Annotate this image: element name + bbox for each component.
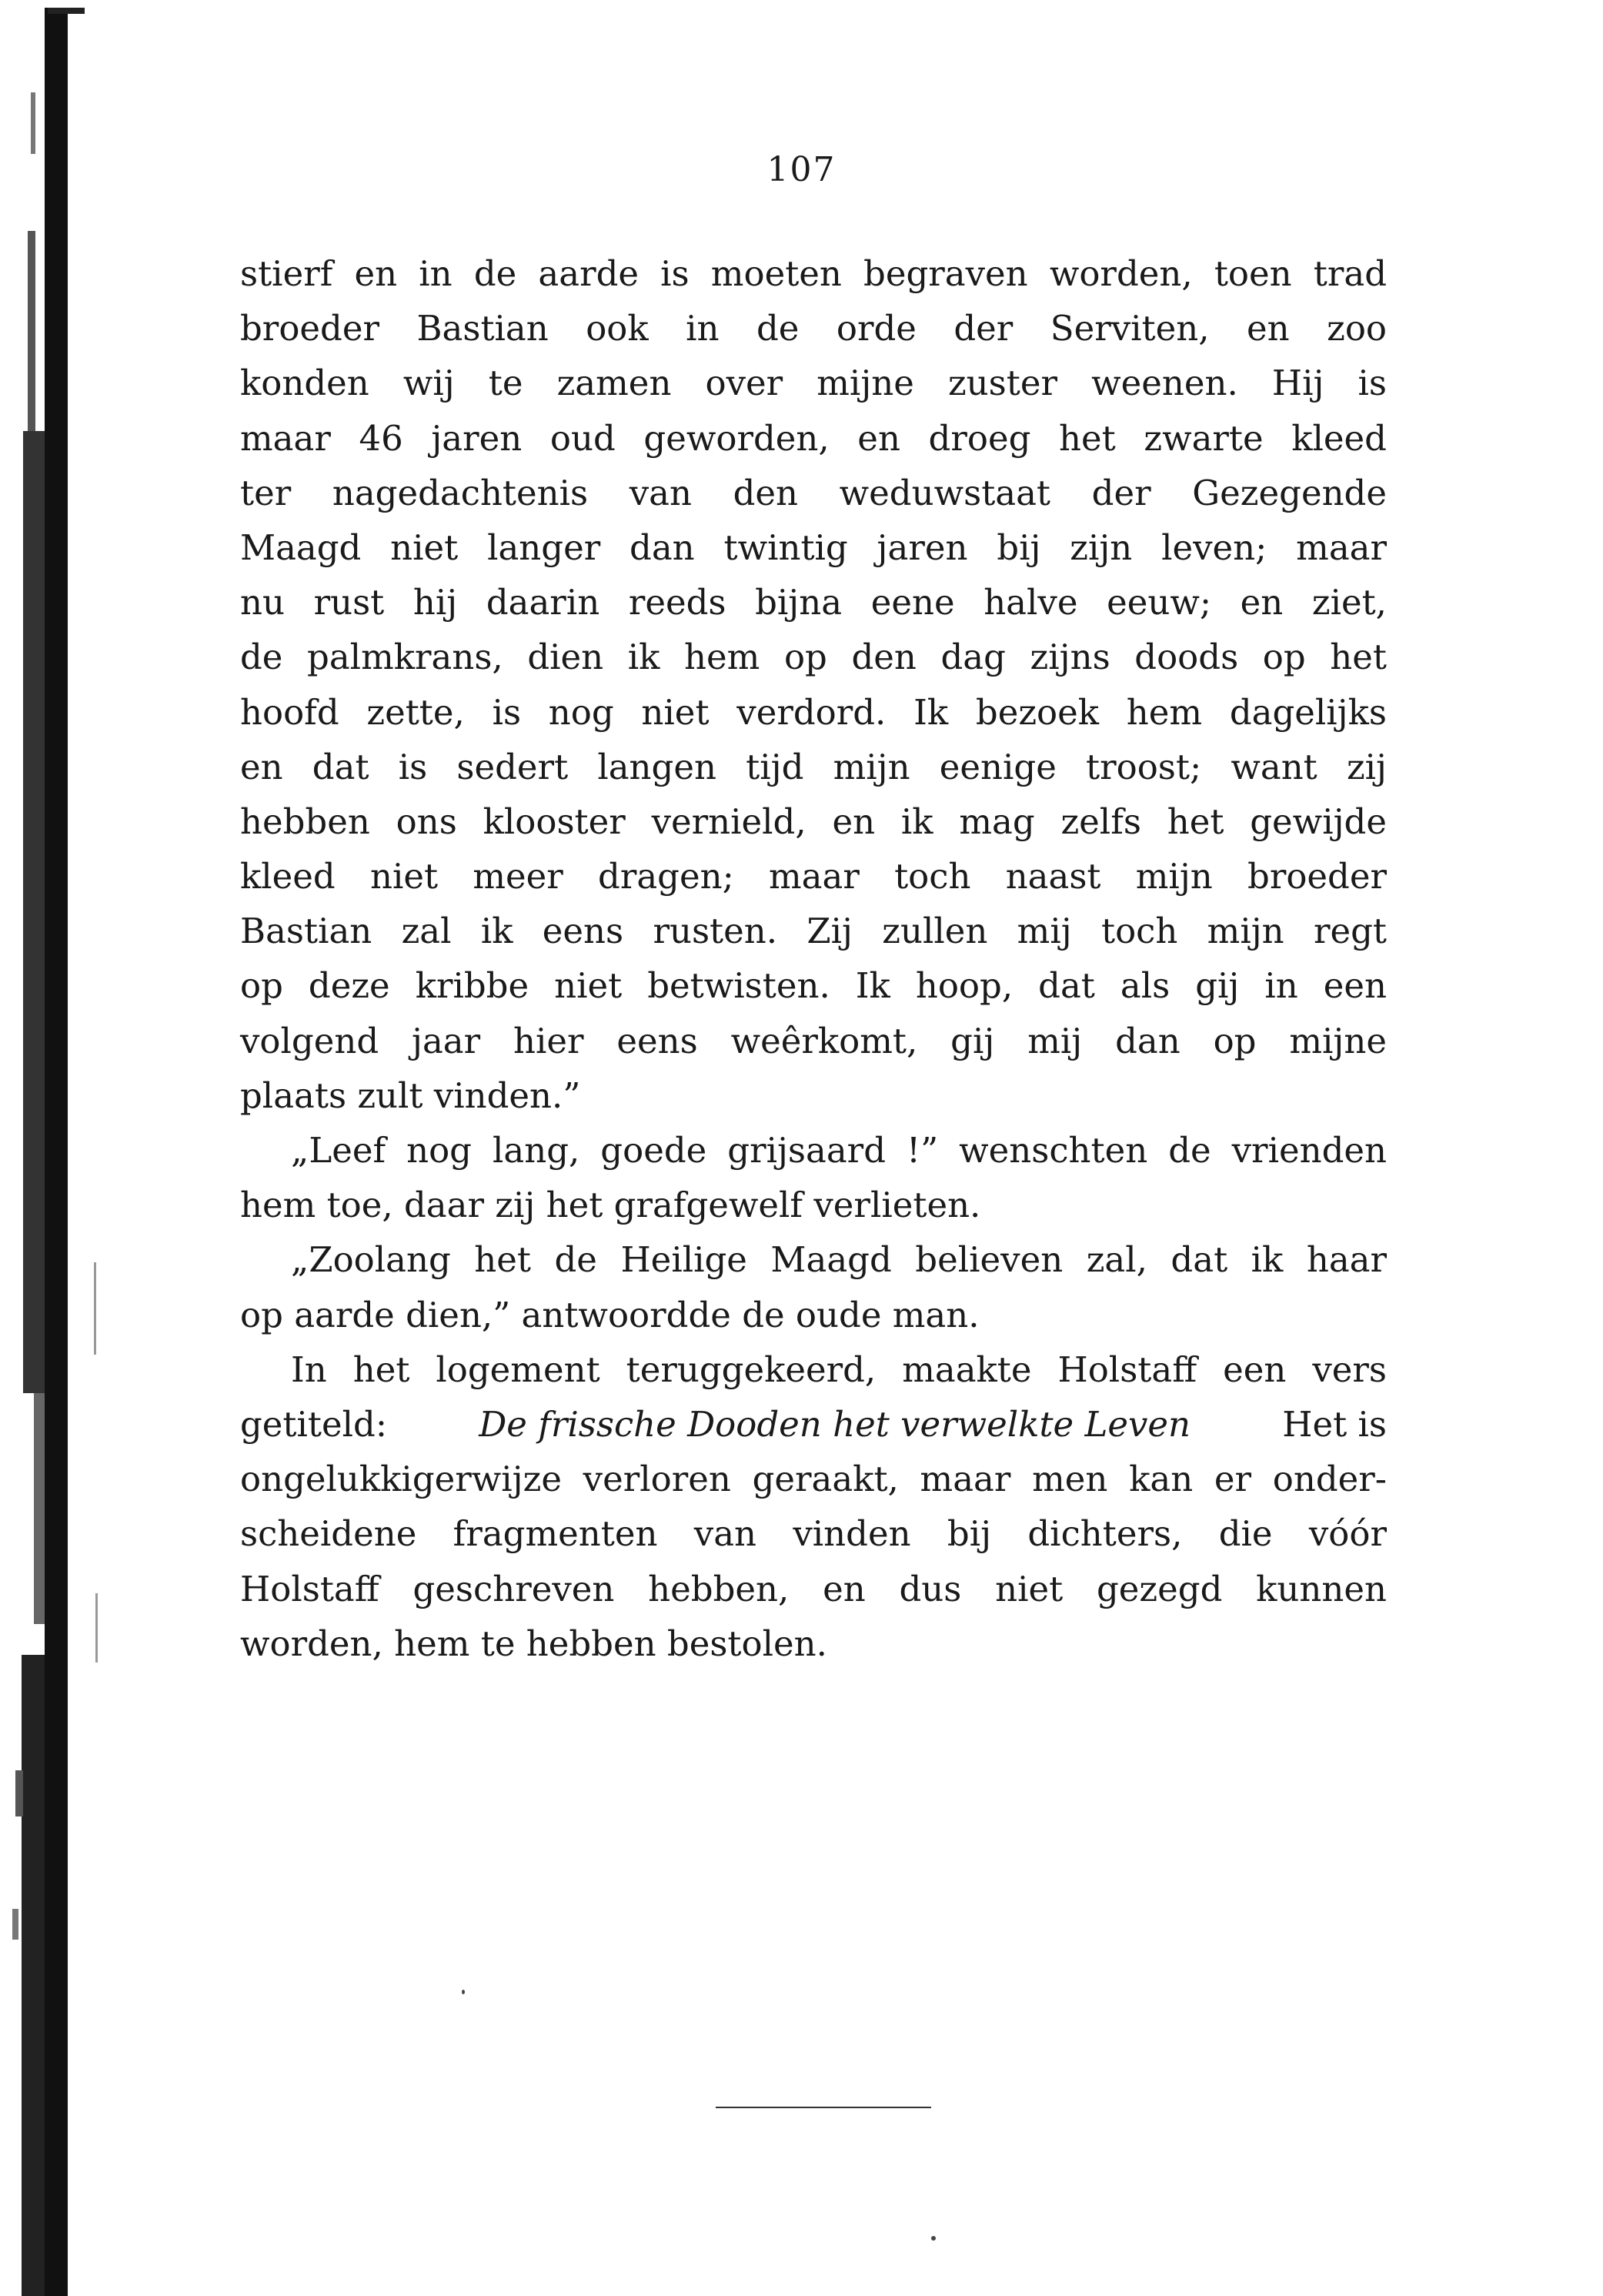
text-line: stierf en in de aarde is moeten begraven worden, toen trad: [240, 253, 1387, 294]
text-line: Bastian zal ik eens rusten. Zij zullen mij toch mijn regt: [240, 911, 1387, 952]
text-line: konden wij te zamen over mijne zuster weenen. Hij is: [240, 363, 1387, 404]
text-line: hoofd zette, is nog niet verdord. Ik bezoek hem dagelijks: [240, 691, 1387, 733]
text-line: Maagd niet langer dan twintig jaren bij zijn leven; maar: [240, 526, 1387, 568]
text-line: [240, 1397, 1387, 1452]
text-line: de palmkrans, dien ik hem op den dag zijns doods op het: [240, 637, 1387, 678]
body-text: [240, 246, 1387, 1671]
text-line: en dat is sedert langen tijd mijn eenige troost; want zij: [240, 746, 1387, 787]
text-line: volgend jaar hier eens weêrkomt, gij mij dan op mijne: [240, 1020, 1387, 1061]
text-line: hebben ons klooster vernield, en ik mag zelfs het gewijde: [240, 800, 1387, 842]
line-suffix: Het is: [1282, 1403, 1387, 1445]
text-line: Holstaff geschreven hebben, en dus niet gezegd kunnen: [240, 1568, 1387, 1609]
text-line: ongelukkigerwijze verloren geraakt, maar men kan er onder-: [240, 1459, 1387, 1500]
text-line: op deze kribbe niet betwisten. Ik hoop, dat als gij in een: [240, 965, 1387, 1007]
scan-speck: [95, 1593, 98, 1663]
poem-title: De frissche Dooden het verwelkte Leven: [479, 1403, 1191, 1445]
line-prefix: getiteld:: [240, 1403, 387, 1445]
scan-speck: [462, 1990, 465, 1994]
text-line: In het logement teruggekeerd, maakte Holstaff een vers: [291, 1349, 1387, 1390]
text-line: worden, hem te hebben bestolen.: [240, 1623, 827, 1664]
text-line: scheidene fragmenten van vinden bij dichters, die vóór: [240, 1513, 1387, 1555]
text-line: ter nagedachtenis van den weduwstaat der Gezegende: [240, 472, 1387, 513]
text-line: plaats zult vinden.”: [240, 1074, 581, 1116]
scan-speck: [94, 1262, 96, 1355]
scanned-binding-edge: [0, 0, 85, 2296]
scan-speck: [931, 2236, 936, 2241]
text-line: broeder Bastian ook in de orde der Serviten, en zoo: [240, 308, 1387, 349]
text-line: op aarde dien,” antwoordde de oude man.: [240, 1294, 980, 1335]
text-line: kleed niet meer dragen; maar toch naast mijn broeder: [240, 856, 1387, 897]
text-line: maar 46 jaren oud geworden, en droeg het zwarte kleed: [240, 417, 1387, 459]
text-line: hem toe, daar zij het grafgewelf verlieten.: [240, 1185, 981, 1226]
page-number: 107: [766, 150, 837, 189]
text-line: nu rust hij daarin reeds bijna eene halve eeuw; en ziet,: [240, 582, 1387, 623]
end-rule-divider: [716, 2107, 931, 2108]
text-line: „Zoolang het de Heilige Maagd believen zal, dat ik haar: [291, 1239, 1387, 1281]
text-line: „Leef nog lang, goede grijsaard !” wenschten de vrienden: [291, 1130, 1387, 1171]
